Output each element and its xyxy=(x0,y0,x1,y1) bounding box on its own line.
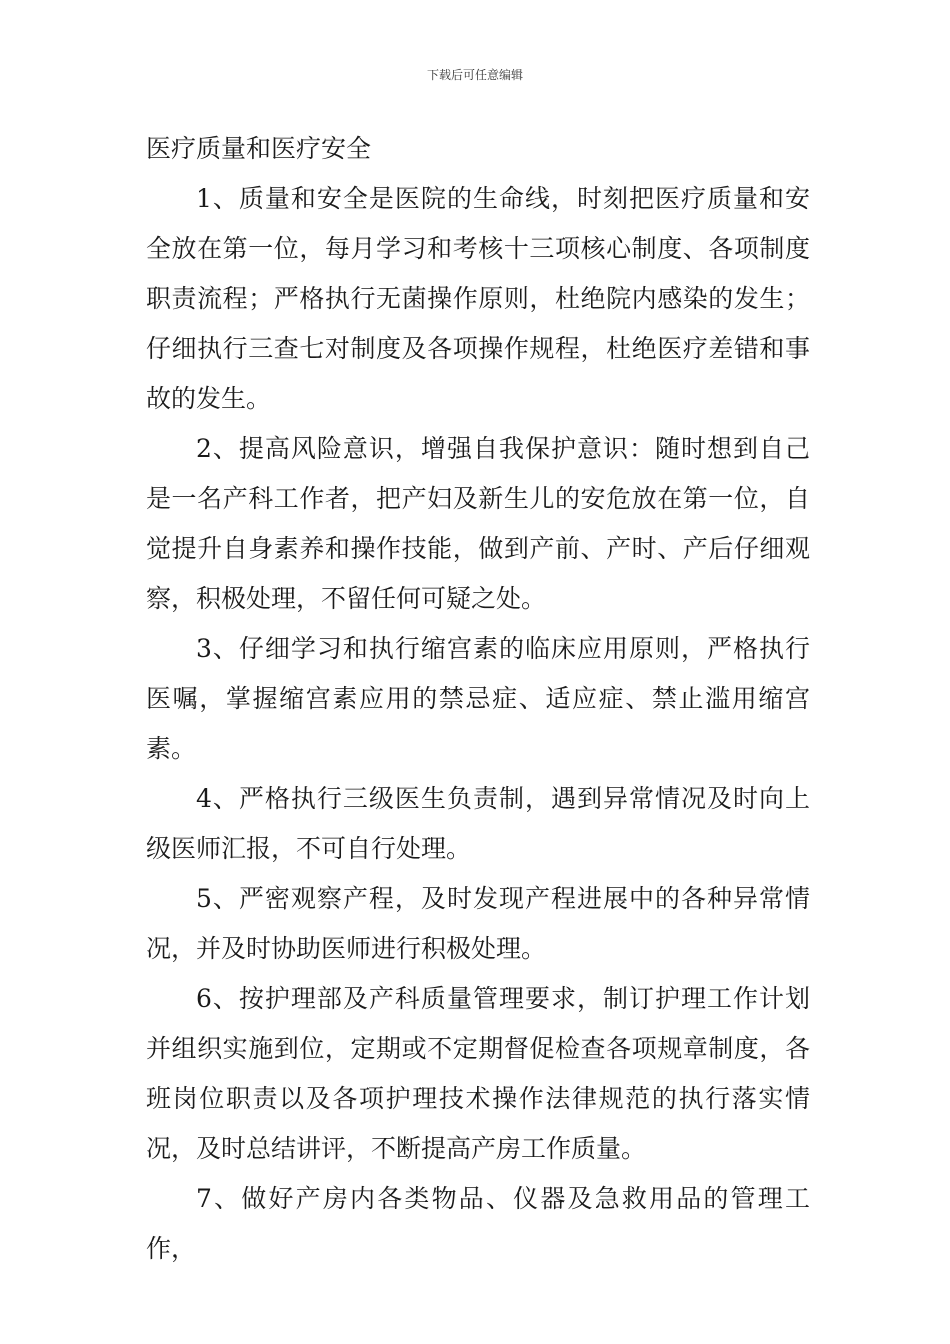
paragraph-5: 5、严密观察产程，及时发现产程进展中的各种异常情况，并及时协助医师进行积极处理。 xyxy=(146,884,810,963)
document-body xyxy=(146,124,810,1274)
paragraph-6: 6、按护理部及产科质量管理要求，制订护理工作计划并组织实施到位，定期或不定期督促检查各项规章制度，各班岗位职责以及各项护理技术操作法律规范的执行落实情况，及时总结讲评，不断提高产房工作质量。 xyxy=(146,984,810,1163)
paragraph-7: 7、做好产房内各类物品、仪器及急救用品的管理工作， xyxy=(146,1184,810,1263)
paragraph-3: 3、仔细学习和执行缩宫素的临床应用原则，严格执行医嘱，掌握缩宫素应用的禁忌症、适应症、禁止滥用缩宫素。 xyxy=(146,634,810,763)
paragraph-1: 1、质量和安全是医院的生命线，时刻把医疗质量和安全放在第一位，每月学习和考核十三项核心制度、各项制度职责流程；严格执行无菌操作原则，杜绝院内感染的发生；仔细执行三查七对制度及各项操作规程，杜绝医疗差错和事故的发生。 xyxy=(146,184,810,413)
page-header-note: 下载后可任意编辑 xyxy=(426,68,523,82)
paragraph-4: 4、严格执行三级医生负责制，遇到异常情况及时向上级医师汇报，不可自行处理。 xyxy=(146,784,810,863)
paragraph-2: 2、提高风险意识，增强自我保护意识：随时想到自己是一名产科工作者，把产妇及新生儿的安危放在第一位，自觉提升自身素养和操作技能，做到产前、产时、产后仔细观察，积极处理，不留任何可疑之处。 xyxy=(146,434,810,613)
document-title: 医疗质量和医疗安全 xyxy=(146,134,372,163)
